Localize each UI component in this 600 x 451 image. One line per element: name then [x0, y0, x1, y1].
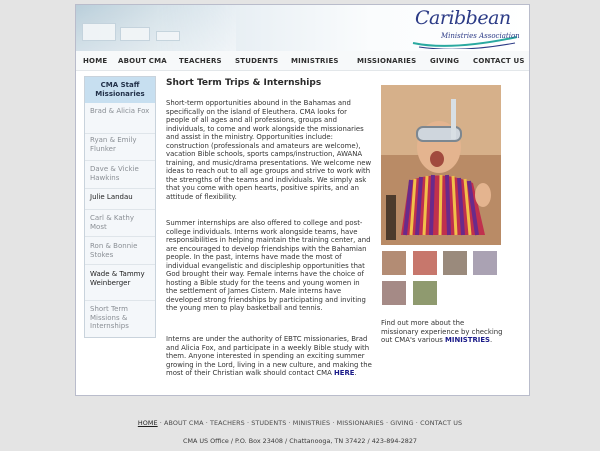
snorkel-boy-photo: [381, 85, 501, 245]
header-building: [82, 23, 116, 41]
sidebar-item-short-term[interactable]: Short Term Missions & Internships: [90, 305, 129, 330]
footer-link-home[interactable]: HOME: [137, 419, 158, 427]
internships-paragraph: Summer internships are also offered to college and post-college individuals. Interns work alongside teams, have responsibilities in helping maintain the training center, and are encouraged to develop friendships with the Bahamian people. In the past, interns have made the most of individual evangelistic and discipleship opportunities that God brought their way. Female interns have the choice of hosting a Bible study for the teens and young women in the settlement of James Cistern. Male interns have developed strong friendships by participating and inviting the young men to play basketball and tennis.: [166, 219, 371, 312]
missionaries-sidebar: [84, 76, 156, 338]
contact-here-link[interactable]: HERE: [334, 369, 355, 377]
caption-end: .: [490, 336, 493, 344]
authority-paragraph: [166, 335, 372, 378]
nav-giving[interactable]: GIVING: [430, 57, 460, 65]
site-logo[interactable]: [411, 7, 521, 49]
header-photo: [76, 5, 236, 51]
header-building: [156, 31, 180, 41]
sidebar-item-hawkins[interactable]: Dave & Vickie Hawkins: [85, 165, 155, 189]
sidebar-item-most[interactable]: Carl & Kathy Most: [85, 214, 155, 237]
nav-students[interactable]: STUDENTS: [235, 57, 279, 65]
gallery-thumbnail[interactable]: [381, 280, 407, 306]
page-title: Short Term Trips & Internships: [166, 78, 322, 88]
footer-link-missionaries[interactable]: MISSIONARIES: [336, 419, 384, 427]
main-nav: [76, 51, 530, 71]
header-building: [120, 27, 150, 41]
page-frame: [75, 4, 530, 396]
sidebar-item-flunker[interactable]: Ryan & Emily Flunker: [85, 136, 155, 161]
nav-contact-us[interactable]: CONTACT US: [473, 57, 525, 65]
photo-illustration: [381, 85, 501, 245]
nav-ministries[interactable]: MINISTRIES: [291, 57, 339, 65]
nav-about-cma[interactable]: ABOUT CMA: [118, 57, 167, 65]
nav-teachers[interactable]: TEACHERS: [179, 57, 222, 65]
gallery-thumbnail[interactable]: [412, 250, 438, 276]
site-header: [76, 5, 530, 51]
footer-link-ministries[interactable]: MINISTRIES: [292, 419, 331, 427]
logo-subtitle: Ministries Association: [441, 32, 520, 40]
footer-nav: HOME · ABOUT CMA · TEACHERS · STUDENTS · MINISTRIES · MISSIONARIES · GIVING · CONTACT US: [137, 419, 463, 427]
footer-address: CMA US Office / P.O. Box 23408 / Chattanooga, TN 37422 / 423-894-2827: [183, 437, 417, 445]
ministries-link[interactable]: MINISTRIES: [445, 336, 490, 344]
gallery-thumbnail[interactable]: [381, 250, 407, 276]
caption-text: Find out more about the missionary experience by checking out CMA's various: [381, 319, 503, 344]
footer-link-students[interactable]: STUDENTS: [251, 419, 287, 427]
ministries-caption: [381, 319, 503, 345]
sidebar-heading: CMA Staff Missionaries: [85, 77, 155, 103]
sidebar-item-landau[interactable]: Julie Landau: [85, 193, 155, 210]
gallery-thumbnail[interactable]: [412, 280, 438, 306]
intro-paragraph: Short-term opportunities abound in the Bahamas and specifically on the island of Eleuthera. CMA looks for people of all ages and all professions, groups and individuals, to come and work alongside the missionaries and assist in the ministry. Opportunities include: construction (professionals and amateurs are welcome), vacation Bible schools, sports camps/instruction, AWANA training, and music/drama presentations. We welcome new ideas to reach out to all age groups and strive to work with the strengths of the teams and individuals. We simply ask that you come with open hearts, positive spirits, and an attitude of flexibility.: [166, 99, 372, 201]
footer-link-contact[interactable]: CONTACT US: [420, 419, 463, 427]
nav-home[interactable]: HOME: [83, 57, 108, 65]
nav-missionaries[interactable]: MISSIONARIES: [357, 57, 417, 65]
authority-end: .: [354, 369, 357, 377]
sidebar-item-stokes[interactable]: Ron & Bonnie Stokes: [85, 242, 155, 265]
sidebar-item-weinberger[interactable]: Wade & Tammy Weinberger: [85, 270, 155, 301]
footer-link-teachers[interactable]: TEACHERS: [210, 419, 245, 427]
footer-link-giving[interactable]: GIVING: [390, 419, 414, 427]
gallery-thumbnail[interactable]: [472, 250, 498, 276]
sidebar-item-fox[interactable]: Brad & Alicia Fox: [85, 107, 155, 134]
authority-text: Interns are under the authority of EBTC missionaries, Brad and Alicia Fox, and participate in a weekly Bible study with them. Anyone interested in spending an exciting summer growing in the Lord, living in a new culture, and making the most of their Christian walk should contact CMA: [166, 335, 372, 377]
footer-link-about[interactable]: ABOUT CMA: [164, 419, 204, 427]
gallery-thumbnail[interactable]: [442, 250, 468, 276]
logo-title: Caribbean: [415, 7, 511, 29]
